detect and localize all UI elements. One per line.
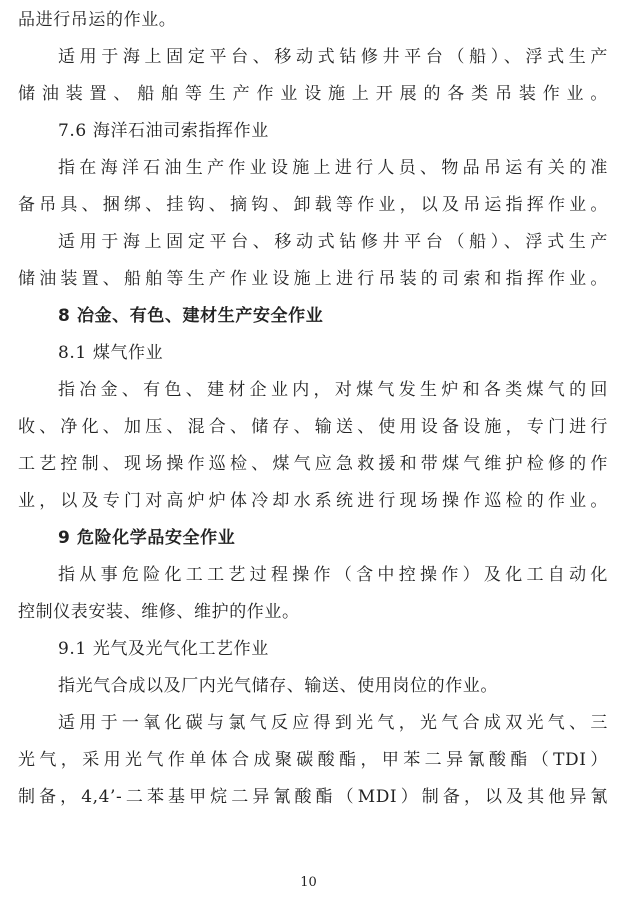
body-text-line: 控制仪表安装、维修、维护的作业。	[18, 602, 300, 622]
paragraph-first-line: 适用于海上固定平台、移动式钻修井平台（船）、浮式生产	[58, 232, 608, 252]
section-heading-9-1: 9.1 光气及光气化工艺作业	[58, 639, 269, 659]
body-text-line: 备吊具、捆绑、挂钩、摘钩、卸载等作业，以及吊运指挥作业。	[18, 195, 608, 215]
section-heading-8-1: 8.1 煤气作业	[58, 343, 164, 363]
paragraph-first-line: 指在海洋石油生产作业设施上进行人员、物品吊运有关的准	[58, 158, 608, 178]
paragraph-first-line: 指从事危险化工工艺过程操作（含中控操作）及化工自动化	[58, 565, 608, 585]
section-heading-7-6: 7.6 海洋石油司索指挥作业	[58, 121, 269, 141]
body-text-line: 储油装置、船舶等生产作业设施上开展的各类吊装作业。	[18, 84, 608, 104]
paragraph-first-line: 指冶金、有色、建材企业内，对煤气发生炉和各类煤气的回	[58, 380, 608, 400]
body-text-line: 光气，采用光气作单体合成聚碳酸酯，甲苯二异氰酸酯（TDI）	[18, 750, 608, 770]
body-text-line: 品进行吊运的作业。	[18, 10, 177, 30]
page-number: 10	[300, 875, 317, 890]
chapter-heading-9: 9 危险化学品安全作业	[58, 528, 236, 548]
paragraph-first-line: 指光气合成以及厂内光气储存、输送、使用岗位的作业。	[58, 676, 498, 696]
body-text-line: 业，以及专门对高炉炉体冷却水系统进行现场操作巡检的作业。	[18, 491, 608, 511]
paragraph-first-line: 适用于一氧化碳与氯气反应得到光气，光气合成双光气、三	[58, 713, 608, 733]
body-text-line: 工艺控制、现场操作巡检、煤气应急救援和带煤气维护检修的作	[18, 454, 608, 474]
paragraph-first-line: 适用于海上固定平台、移动式钻修井平台（船）、浮式生产	[58, 47, 608, 67]
body-text-line: 收、净化、加压、混合、储存、输送、使用设备设施，专门进行	[18, 417, 608, 437]
body-text-line: 储油装置、船舶等生产作业设施上进行吊装的司索和指挥作业。	[18, 269, 608, 289]
body-text-line: 制备，4,4’-二苯基甲烷二异氰酸酯（MDI）制备，以及其他异氰	[18, 787, 608, 807]
chapter-heading-8: 8 冶金、有色、建材生产安全作业	[58, 306, 324, 326]
